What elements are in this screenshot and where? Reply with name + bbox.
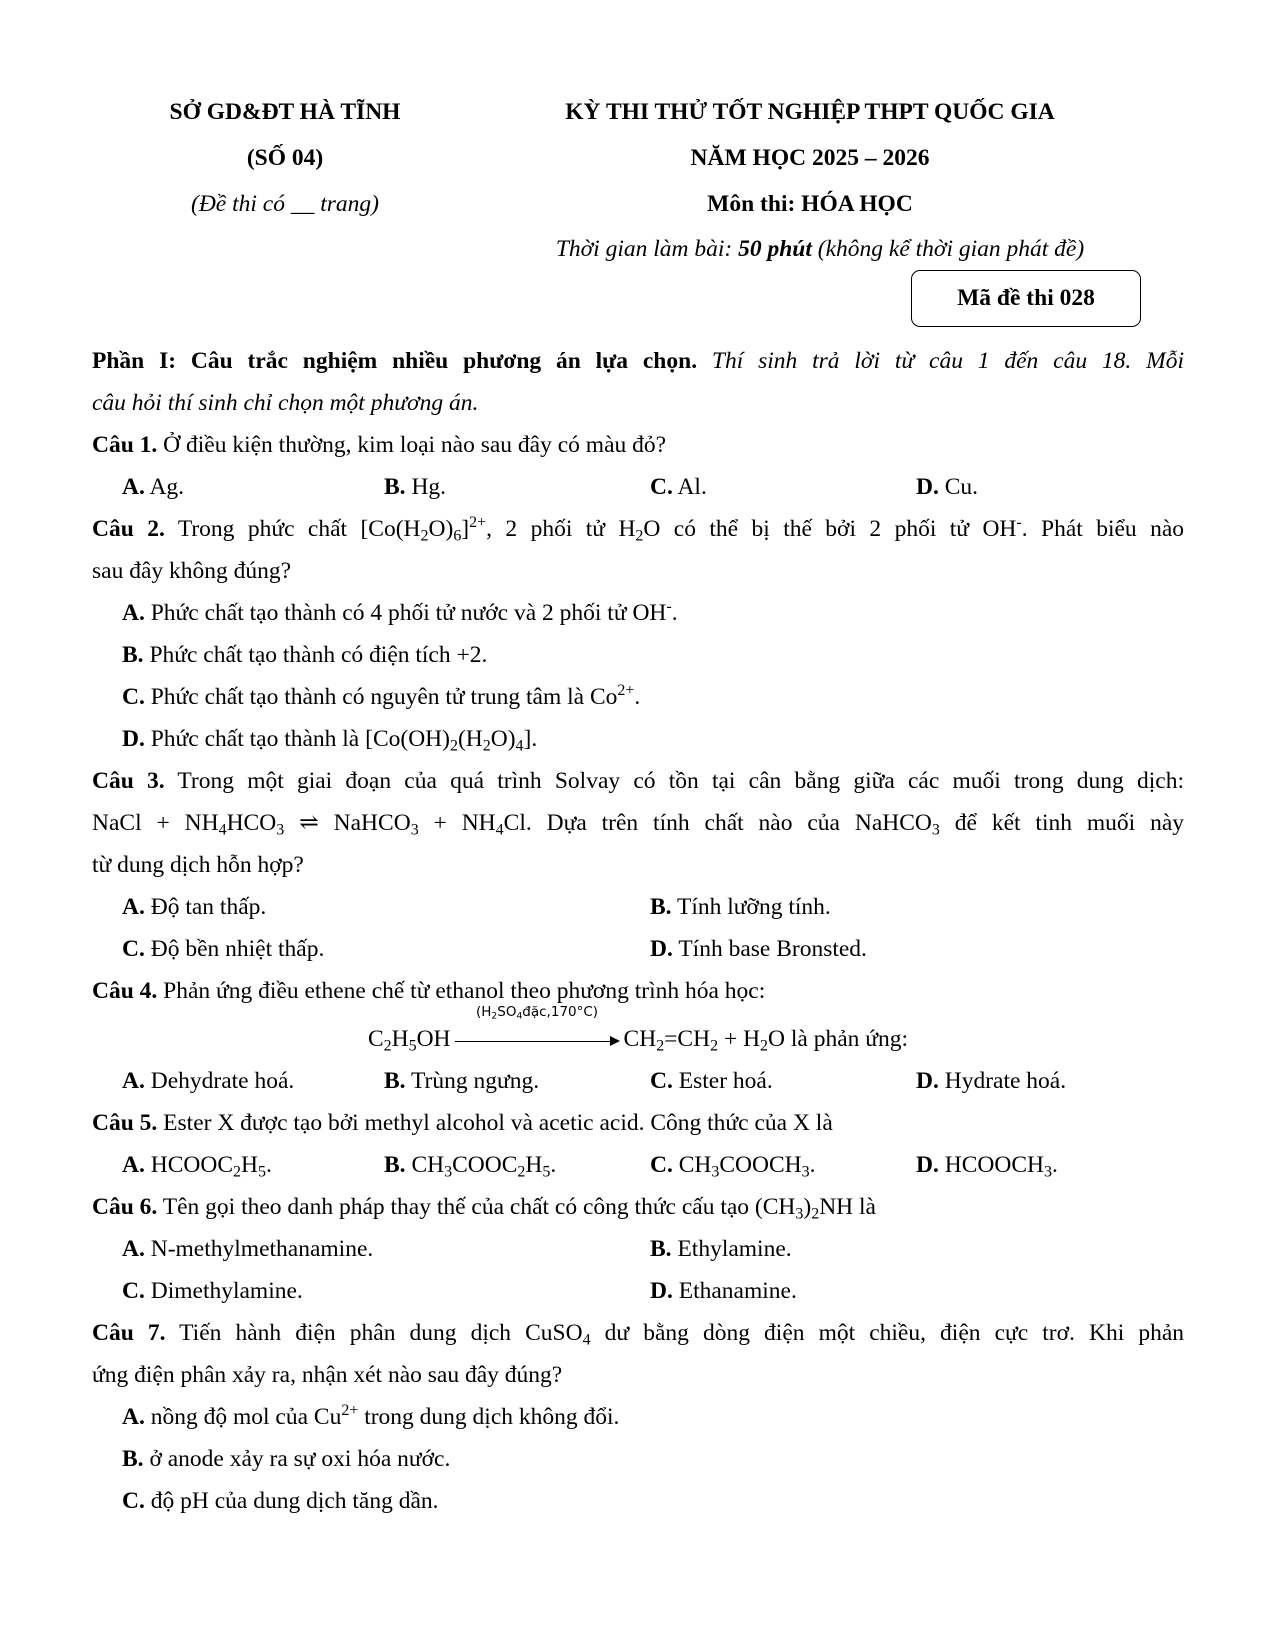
question-3-options-row1	[92, 886, 1184, 928]
option-a[interactable]: A. Dehydrate hoá.	[122, 1068, 295, 1094]
header-left	[120, 92, 450, 230]
option-d[interactable]: D. Tính base Bronsted.	[650, 936, 867, 962]
question-label: Câu 7.	[92, 1320, 166, 1346]
question-label: Câu 3.	[92, 768, 165, 794]
option-a[interactable]: A. nồng độ mol của $Cu^{2+}$ trong dung dịch không đổi.	[122, 1402, 620, 1430]
option-a[interactable]: A. N-methylmethanamine.	[122, 1236, 374, 1262]
option-c[interactable]: C. độ pH của dung dịch tăng dần.	[122, 1488, 439, 1514]
reaction-arrow	[455, 1003, 620, 1056]
option-a[interactable]: A. Phức chất tạo thành có 4 phối tử nước và 2 phối tử OH-.	[122, 598, 678, 626]
option-b[interactable]: B. ở anode xảy ra sự oxi hóa nước.	[122, 1446, 451, 1472]
time-prefix: Thời gian làm bài:	[555, 236, 733, 262]
subject-line	[500, 184, 1120, 230]
time-value: 50 phút	[738, 236, 812, 262]
exam-title: KỲ THI THỬ TỐT NGHIỆP THPT QUỐC GIA	[565, 99, 1055, 125]
question-label: Câu 1.	[92, 432, 158, 458]
option-a[interactable]: A. Độ tan thấp.	[122, 894, 267, 920]
reactant: $C_2H_5OH$	[367, 1026, 451, 1055]
reaction-condition: $(H_2SO_4đặc,170^\circ C)$	[475, 1003, 599, 1022]
part1-title: Phần I: Câu trắc nghiệm nhiều phương án lựa chọn.	[92, 348, 698, 374]
option-d[interactable]: D. $HCOOCH_3$.	[916, 1152, 1058, 1181]
question-1-options	[92, 466, 1184, 508]
question-4-options	[92, 1060, 1184, 1102]
part1-instruction-cont: câu hỏi thí sinh chỉ chọn một phương án.	[92, 390, 479, 416]
question-6: Câu 6. Tên gọi theo danh pháp thay thế của chất có công thức cấu tạo $(CH_3)_2NH$ là	[92, 1194, 876, 1223]
option-b[interactable]: B. Ethylamine.	[650, 1236, 792, 1262]
question-5: Câu 5. Ester X được tạo bởi methyl alcohol và acetic acid. Công thức của X là	[92, 1110, 833, 1136]
question-3: Câu 3. Trong một giai đoạn của quá trình Solvay có tồn tại cân bằng giữa các muối trong dung dịch:	[92, 768, 1184, 794]
subject-label: Môn thi:	[707, 191, 796, 217]
part1-instruction: Thí sinh trả lời từ câu 1 đến câu 18. Mỗi	[711, 348, 1184, 374]
option-d[interactable]: D. Cu.	[916, 474, 979, 500]
reaction-equation	[92, 1003, 1184, 1060]
option-c[interactable]: C. Độ bền nhiệt thấp.	[122, 936, 325, 962]
option-c[interactable]: C. Dimethylamine.	[122, 1278, 303, 1304]
exam-number: (SỐ 04)	[246, 145, 324, 171]
questions-content	[92, 340, 1184, 1522]
exam-code-box: Mã đề thi 028	[911, 270, 1141, 327]
page-count-note: (Đề thi có __ trang)	[191, 191, 379, 217]
option-c[interactable]: C. $CH_3COOCH_3$.	[650, 1152, 816, 1181]
option-d[interactable]: D. Ethanamine.	[650, 1278, 797, 1304]
option-d[interactable]: D. Phức chất tạo thành là $[Co(OH)_2(H_2O)_4]$.	[122, 726, 538, 755]
question-label: Câu 5.	[92, 1110, 158, 1136]
option-b[interactable]: B. Trùng ngưng.	[384, 1068, 540, 1094]
option-c[interactable]: C. Phức chất tạo thành có nguyên tử trung tâm là $Co^{2+}$.	[122, 682, 641, 710]
question-4: Câu 4. Phản ứng điều ethene chế từ ethanol theo phương trình hóa học:	[92, 978, 766, 1004]
part1-heading	[92, 340, 1184, 382]
time-suffix: (không kể thời gian phát đề)	[817, 236, 1085, 262]
question-2: Câu 2. Trong phức chất $[Co(H_2O)_6]^{2+}$, 2 phối tử $H_2O$ có thể bị thế bởi 2 phối tử OH-. Phát biểu nào	[92, 514, 1185, 545]
question-2-cont: sau đây không đúng?	[92, 558, 292, 584]
option-b[interactable]: B. $CH_3COOC_2H_5$.	[384, 1152, 557, 1181]
question-text: Ở điều kiện thường, kim loại nào sau đây có màu đỏ?	[163, 432, 667, 458]
school-year: NĂM HỌC 2025 – 2026	[690, 145, 930, 171]
option-b[interactable]: B. Phức chất tạo thành có điện tích +2.	[122, 642, 488, 668]
question-6-options-row1	[92, 1228, 1184, 1270]
department-name: SỞ GD&ĐT HÀ TĨNH	[169, 99, 401, 125]
question-3-equation: NaCl + $NH_4HCO_3$ ⇌ NaHCO$_3$ + $NH_4Cl$. Dựa trên tính chất nào của NaHCO$_3$ để kết tinh muối này	[92, 810, 1185, 839]
question-1	[92, 424, 1184, 466]
header-right	[500, 92, 1120, 230]
question-label: Câu 4.	[92, 978, 158, 1004]
products: $CH_2=CH_2 + H_2O$ là phản ứng:	[623, 1026, 909, 1055]
arrow-head-icon	[610, 1036, 620, 1046]
option-b[interactable]: B. Hg.	[384, 474, 447, 500]
option-a[interactable]: A. $HCOOC_2H_5$.	[122, 1152, 272, 1181]
option-c[interactable]: C. Al.	[650, 474, 707, 500]
question-5-options	[92, 1144, 1184, 1186]
option-d[interactable]: D. Hydrate hoá.	[916, 1068, 1067, 1094]
option-a[interactable]: A. Ag.	[122, 474, 185, 500]
option-c[interactable]: C. Ester hoá.	[650, 1068, 773, 1094]
question-label: Câu 6.	[92, 1194, 158, 1220]
subject-name: HÓA HỌC	[801, 191, 913, 217]
question-3-cont: từ dung dịch hỗn hợp?	[92, 852, 304, 878]
time-limit	[500, 229, 1140, 269]
question-7-cont: ứng điện phân xảy ra, nhận xét nào sau đây đúng?	[92, 1362, 563, 1388]
question-7: Câu 7. Tiến hành điện phân dung dịch CuSO$_4$ dư bằng dòng điện một chiều, điện cực trơ. Khi phản	[92, 1320, 1184, 1349]
question-label: Câu 2.	[92, 516, 165, 542]
option-b[interactable]: B. Tính lưỡng tính.	[650, 894, 831, 920]
question-3-options-row2	[92, 928, 1184, 970]
question-6-options-row2	[92, 1270, 1184, 1312]
